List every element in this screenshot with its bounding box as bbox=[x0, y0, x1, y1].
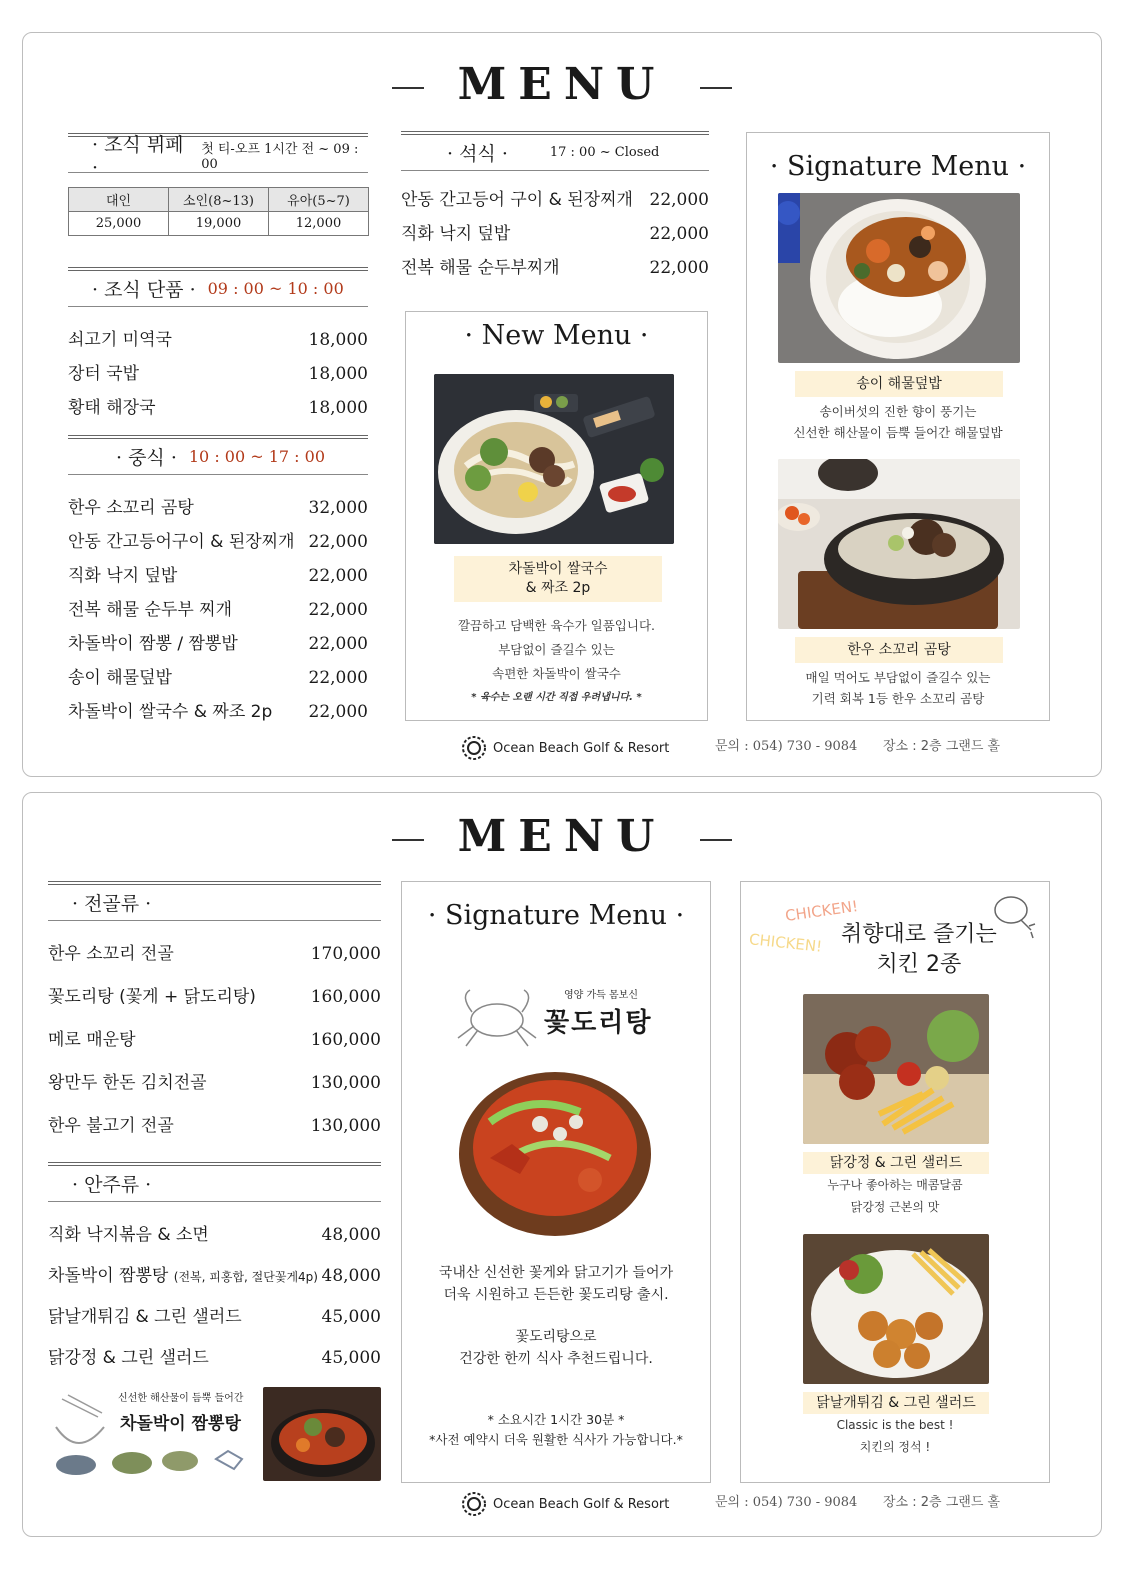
resort-logo-icon bbox=[461, 1491, 487, 1517]
item-name: 직화 낙지볶음 & 소면 bbox=[48, 1225, 209, 1245]
chicken-title bbox=[841, 920, 997, 980]
item-name: 직화 낙지 덮밥 bbox=[68, 566, 178, 586]
item-price: 18,000 bbox=[308, 398, 368, 418]
item-note: (전복, 피홍합, 절단꽃게4p) bbox=[173, 1270, 318, 1284]
kkotdoritang-photo bbox=[450, 1062, 660, 1242]
menu-item bbox=[48, 939, 381, 964]
item-price: 22,000 bbox=[649, 190, 709, 210]
page-title: MENU bbox=[23, 811, 1101, 862]
item-price: 18,000 bbox=[308, 330, 368, 350]
item-price: 22,000 bbox=[308, 668, 368, 688]
crab-icon bbox=[452, 982, 542, 1052]
desc-line: 기력 회복 1등 한우 소꼬리 곰탕 bbox=[811, 691, 985, 706]
desc-line: 건강한 한끼 식사 추천드립니다. bbox=[459, 1351, 653, 1367]
item-price: 32,000 bbox=[308, 498, 368, 518]
menu-item bbox=[401, 185, 709, 210]
chicken-item-label: 닭강정 & 그린 샐러드 bbox=[803, 1152, 989, 1174]
section-snacks bbox=[48, 1162, 381, 1202]
item-price: 45,000 bbox=[321, 1307, 381, 1327]
table-header: 유아(5~7) bbox=[269, 188, 369, 212]
item-name: 닭강정 & 그린 샐러드 bbox=[48, 1348, 209, 1368]
table-header: 대인 bbox=[69, 188, 169, 212]
item-name: 닭날개튀김 & 그린 샐러드 bbox=[48, 1307, 242, 1327]
location-info: 장소 : 2층 그랜드 홀 bbox=[883, 739, 1001, 754]
section-name: · 안주류 · bbox=[72, 1174, 152, 1196]
item-name: 메로 매운탕 bbox=[48, 1030, 136, 1050]
menu-item bbox=[68, 595, 368, 620]
item-price: 18,000 bbox=[308, 364, 368, 384]
item-price: 48,000 bbox=[321, 1266, 381, 1286]
menu-item bbox=[68, 629, 368, 654]
label-line: 차돌박이 쌀국수 bbox=[508, 561, 608, 577]
item-price: 160,000 bbox=[310, 987, 381, 1007]
chicken-deco-text: CHICKEN! bbox=[748, 930, 823, 956]
desc-line: 치킨의 정석 ! bbox=[859, 1440, 931, 1454]
item-name: 왕만두 한돈 김치전골 bbox=[48, 1073, 207, 1093]
section-time: 첫 티-오프 1시간 전 ~ 09 : 00 bbox=[201, 141, 359, 172]
menu-item bbox=[48, 1261, 381, 1286]
desc-line: 송이버섯의 진한 향이 풍기는 bbox=[819, 404, 977, 419]
item-price: 45,000 bbox=[321, 1348, 381, 1368]
section-hotpot bbox=[48, 881, 381, 921]
item-price: 130,000 bbox=[310, 1116, 381, 1136]
signature-item-description bbox=[747, 667, 1049, 709]
menu-item bbox=[48, 1302, 381, 1327]
contact-info: 문의 : 054) 730 - 9084 bbox=[715, 739, 858, 754]
desc-line: 깔끔하고 담백한 육수가 일품입니다. bbox=[457, 618, 656, 633]
desc-line: 매일 먹어도 부담없이 즐길수 있는 bbox=[805, 670, 991, 685]
menu-item bbox=[401, 219, 709, 244]
menu-item bbox=[68, 325, 368, 350]
item-price: 130,000 bbox=[310, 1073, 381, 1093]
menu-item bbox=[48, 1068, 381, 1093]
item-name: 차돌박이 쌀국수 & 짜조 2p bbox=[68, 702, 273, 722]
buffet-price-table bbox=[68, 187, 369, 236]
item-name: 황태 해장국 bbox=[68, 398, 156, 418]
resort-logo bbox=[461, 1491, 669, 1517]
drumstick-icon bbox=[991, 892, 1041, 940]
desc-line: 부담없이 즐길수 있는 bbox=[498, 642, 615, 657]
chicken-item-description bbox=[741, 1414, 1049, 1458]
item-price: 22,000 bbox=[649, 258, 709, 278]
title-line: 취향대로 즐기는 bbox=[841, 922, 997, 947]
chicken-menu-card bbox=[740, 881, 1050, 1483]
signature-item-label: 한우 소꼬리 곰탕 bbox=[795, 637, 1003, 663]
section-name: · 전골류 · bbox=[72, 893, 152, 915]
jjamppong-photo bbox=[263, 1387, 381, 1481]
signature-notes bbox=[402, 1410, 710, 1450]
menu-item bbox=[48, 1025, 381, 1050]
desc-line: 속편한 차돌박이 쌀국수 bbox=[492, 666, 621, 681]
chicken-wings-photo bbox=[803, 1234, 989, 1384]
desc-line: 국내산 신선한 꽃게와 닭고기가 들어가 bbox=[438, 1265, 674, 1281]
signature-menu-card bbox=[401, 881, 711, 1483]
section-breakfast-single bbox=[68, 267, 368, 307]
contact-info: 문의 : 054) 730 - 9084 bbox=[715, 1495, 858, 1510]
logo-big-text: 꽃도리탕 bbox=[544, 1008, 653, 1038]
desc-line: 누구나 좋아하는 매콤달콤 bbox=[827, 1178, 963, 1192]
desc-line: 신선한 해산물이 듬뿍 들어간 해물덮밥 bbox=[793, 425, 1003, 440]
item-name: 안동 간고등어구이 & 된장찌개 bbox=[68, 532, 295, 552]
signature-menu-card bbox=[746, 132, 1050, 721]
menu-item bbox=[68, 493, 368, 518]
crab-icon bbox=[216, 1451, 242, 1469]
chicken-item-label: 닭날개튀김 & 그린 샐러드 bbox=[803, 1392, 989, 1414]
signature-item-label: 송이 해물덮밥 bbox=[795, 371, 1003, 397]
item-name: 쇠고기 미역국 bbox=[68, 330, 172, 350]
item-price: 48,000 bbox=[321, 1225, 381, 1245]
item-name: 한우 소꼬리 전골 bbox=[48, 944, 174, 964]
section-lunch bbox=[68, 435, 368, 475]
note-line: *사전 예약시 더욱 원활한 식사가 가능합니다.* bbox=[429, 1432, 683, 1447]
kkotdoritang-logo bbox=[452, 982, 672, 1062]
brand-name: Ocean Beach Golf & Resort bbox=[493, 1496, 670, 1512]
resort-logo-icon bbox=[461, 735, 487, 761]
table-header: 소인(8~13) bbox=[169, 188, 269, 212]
section-name: · 조식 단품 · bbox=[92, 279, 196, 301]
seafood-rice-photo bbox=[778, 193, 1020, 363]
new-menu-description bbox=[406, 614, 707, 710]
section-name: · 중식 · bbox=[116, 447, 177, 469]
section-name: · 석식 · bbox=[447, 143, 508, 165]
item-name: 차돌박이 짬뽕 / 짬뽕밥 bbox=[68, 634, 238, 654]
item-price: 22,000 bbox=[308, 634, 368, 654]
menu-item bbox=[48, 1343, 381, 1368]
menu-page-1 bbox=[22, 32, 1102, 777]
desc-note: * 육수는 오랜 시간 직접 우려냅니다. * bbox=[471, 692, 642, 703]
promo-small-text: 신선한 해산물이 듬뿍 들어간 bbox=[118, 1393, 244, 1404]
item-name: 꽃도리탕 (꽃게 + 닭도리탕) bbox=[48, 987, 256, 1007]
noodle-bowl-icon bbox=[56, 1427, 104, 1443]
section-dinner bbox=[401, 131, 709, 171]
menu-page-2 bbox=[22, 792, 1102, 1537]
menu-item bbox=[68, 561, 368, 586]
item-price: 170,000 bbox=[310, 944, 381, 964]
chicken-deco-text: CHICKEN! bbox=[784, 896, 860, 926]
item-price: 160,000 bbox=[310, 1030, 381, 1050]
promo-big-text: 차돌박이 짬뽕탕 bbox=[120, 1414, 241, 1434]
menu-item bbox=[48, 1111, 381, 1136]
desc-line: 더욱 시원하고 든든한 꽃도리탕 출시. bbox=[443, 1287, 669, 1303]
item-name: 전복 해물 순두부 찌개 bbox=[68, 600, 233, 620]
section-time: 17 : 00 ~ Closed bbox=[549, 145, 660, 160]
jjamppong-promo-banner bbox=[48, 1387, 263, 1483]
menu-item bbox=[401, 253, 709, 278]
signature-description bbox=[402, 1262, 710, 1370]
desc-line: Classic is the best ! bbox=[836, 1418, 954, 1432]
item-price: 22,000 bbox=[308, 566, 368, 586]
location-info: 장소 : 2층 그랜드 홀 bbox=[883, 1495, 1001, 1510]
item-name: 장터 국밥 bbox=[68, 364, 140, 384]
menu-item bbox=[48, 1220, 381, 1245]
item-name: 송이 해물덮밥 bbox=[68, 668, 172, 688]
title-line: 치킨 2종 bbox=[876, 952, 962, 977]
oxtail-soup-photo bbox=[778, 459, 1020, 629]
item-name: 한우 불고기 전골 bbox=[48, 1116, 174, 1136]
card-title: · New Menu · bbox=[464, 320, 649, 351]
table-cell: 19,000 bbox=[169, 212, 269, 236]
pho-photo bbox=[434, 374, 674, 544]
table-cell: 12,000 bbox=[269, 212, 369, 236]
item-price: 22,000 bbox=[308, 532, 368, 552]
menu-item bbox=[68, 359, 368, 384]
menu-item bbox=[68, 663, 368, 688]
card-title: · Signature Menu · bbox=[427, 900, 685, 931]
item-name: 전복 해물 순두부찌개 bbox=[401, 258, 560, 278]
desc-line: 닭강정 근본의 맛 bbox=[850, 1200, 940, 1214]
section-breakfast-buffet bbox=[68, 133, 368, 179]
mussel-icon bbox=[56, 1455, 96, 1475]
label-line: & 짜조 2p bbox=[525, 580, 591, 596]
chicken-item-description bbox=[741, 1174, 1049, 1218]
menu-item bbox=[68, 697, 368, 722]
table-cell: 25,000 bbox=[69, 212, 169, 236]
section-time: 09 : 00 ~ 10 : 00 bbox=[207, 279, 344, 298]
dakgangjeong-photo bbox=[803, 994, 989, 1144]
section-name: · 조식 뷔페 · bbox=[92, 134, 184, 179]
item-price: 22,000 bbox=[308, 600, 368, 620]
brand-name: Ocean Beach Golf & Resort bbox=[493, 740, 670, 756]
card-title: · Signature Menu · bbox=[769, 151, 1027, 182]
resort-logo bbox=[461, 735, 669, 761]
item-price: 22,000 bbox=[649, 224, 709, 244]
new-menu-card bbox=[405, 311, 708, 721]
section-time: 10 : 00 ~ 17 : 00 bbox=[188, 447, 326, 466]
menu-item bbox=[68, 393, 368, 418]
note-line: * 소요시간 1시간 30분 * bbox=[487, 1412, 625, 1427]
item-name: 직화 낙지 덮밥 bbox=[401, 224, 511, 244]
new-menu-label bbox=[454, 556, 662, 602]
item-name: 안동 간고등어 구이 & 된장찌개 bbox=[401, 190, 633, 210]
logo-small-text: 영양 가득 몸보신 bbox=[564, 990, 638, 1001]
menu-item bbox=[48, 982, 381, 1007]
item-price: 22,000 bbox=[308, 702, 368, 722]
item-name: 한우 소꼬리 곰탕 bbox=[68, 498, 194, 518]
desc-line: 꽃도리탕으로 bbox=[515, 1329, 597, 1345]
item-name: 차돌박이 짬뽕탕 bbox=[48, 1266, 169, 1286]
menu-item bbox=[68, 527, 368, 552]
signature-item-description bbox=[747, 401, 1049, 443]
page-title: MENU bbox=[23, 59, 1101, 110]
